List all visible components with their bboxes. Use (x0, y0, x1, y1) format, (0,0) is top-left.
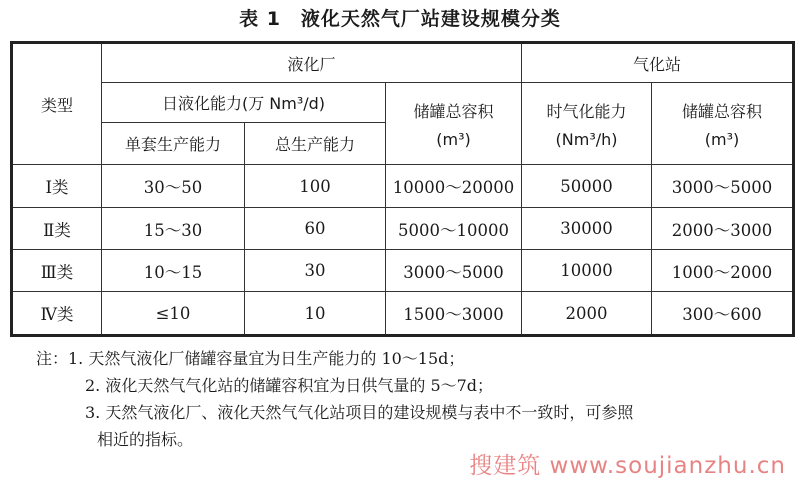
cell-station-storage: 300～600 (652, 292, 794, 336)
note-3-continuation: 相近的指标。 (97, 430, 194, 449)
cell-station-storage: 3000～5000 (652, 165, 794, 208)
header-plant: 液化厂 (102, 43, 522, 83)
header-single-capacity: 单套生产能力 (102, 123, 245, 165)
cell-single-capacity: ≤10 (102, 292, 245, 336)
cell-plant-storage: 10000～20000 (386, 165, 522, 208)
cell-total-capacity: 30 (245, 250, 386, 292)
header-daily-capacity: 日液化能力(万 Nm³/d) (102, 83, 386, 123)
header-hourly-capacity-label: 时气化能力 (546, 101, 627, 121)
cell-type: Ⅲ类 (12, 250, 102, 292)
note-2: 2. 液化天然气气化站的储罐容积宜为日供气量的 5～7d； (85, 376, 494, 395)
cell-type: Ⅰ类 (12, 165, 102, 208)
note-3: 3. 天然气液化厂、液化天然气气化站项目的建设规模与表中不一致时，可参照 (85, 403, 634, 422)
cell-hourly-capacity: 50000 (522, 165, 652, 208)
cell-station-storage: 1000～2000 (652, 250, 794, 292)
cell-total-capacity: 60 (245, 208, 386, 250)
cell-single-capacity: 10～15 (102, 250, 245, 292)
cell-plant-storage: 3000～5000 (386, 250, 522, 292)
cell-single-capacity: 30～50 (102, 165, 245, 208)
watermark: 搜建筑 www.soujianzhu.cn (469, 453, 786, 479)
table-row (12, 208, 794, 250)
table-row (12, 165, 794, 208)
header-station-storage-label: 储罐总容积 (682, 101, 763, 121)
cell-hourly-capacity: 30000 (522, 208, 652, 250)
cell-hourly-capacity: 10000 (522, 250, 652, 292)
table-row (12, 250, 794, 292)
cell-type: Ⅱ类 (12, 208, 102, 250)
cell-hourly-capacity: 2000 (522, 292, 652, 336)
notes-block (36, 345, 796, 453)
cell-plant-storage: 1500～3000 (386, 292, 522, 336)
header-hourly-capacity-unit: (Nm³/h) (555, 129, 618, 149)
cell-single-capacity: 15～30 (102, 208, 245, 250)
header-station-storage (652, 83, 794, 165)
header-hourly-capacity (522, 83, 652, 165)
cell-type: Ⅳ类 (12, 292, 102, 336)
header-plant-storage-unit: (m³) (436, 129, 471, 149)
header-station: 气化站 (522, 43, 794, 83)
header-plant-storage-label: 储罐总容积 (413, 101, 494, 121)
cell-plant-storage: 5000～10000 (386, 208, 522, 250)
header-plant-storage (386, 83, 522, 165)
header-total-capacity: 总生产能力 (245, 123, 386, 165)
cell-total-capacity: 100 (245, 165, 386, 208)
cell-total-capacity: 10 (245, 292, 386, 336)
header-type: 类型 (12, 43, 102, 165)
cell-station-storage: 2000～3000 (652, 208, 794, 250)
table-title: 表 1 液化天然气厂站建设规模分类 (239, 8, 561, 30)
header-station-storage-unit: (m³) (704, 129, 740, 149)
note-1: 注：1. 天然气液化厂储罐容量宜为日生产能力的 10～15d； (36, 349, 465, 368)
scale-classification-table (10, 41, 795, 337)
table-row (12, 292, 794, 336)
